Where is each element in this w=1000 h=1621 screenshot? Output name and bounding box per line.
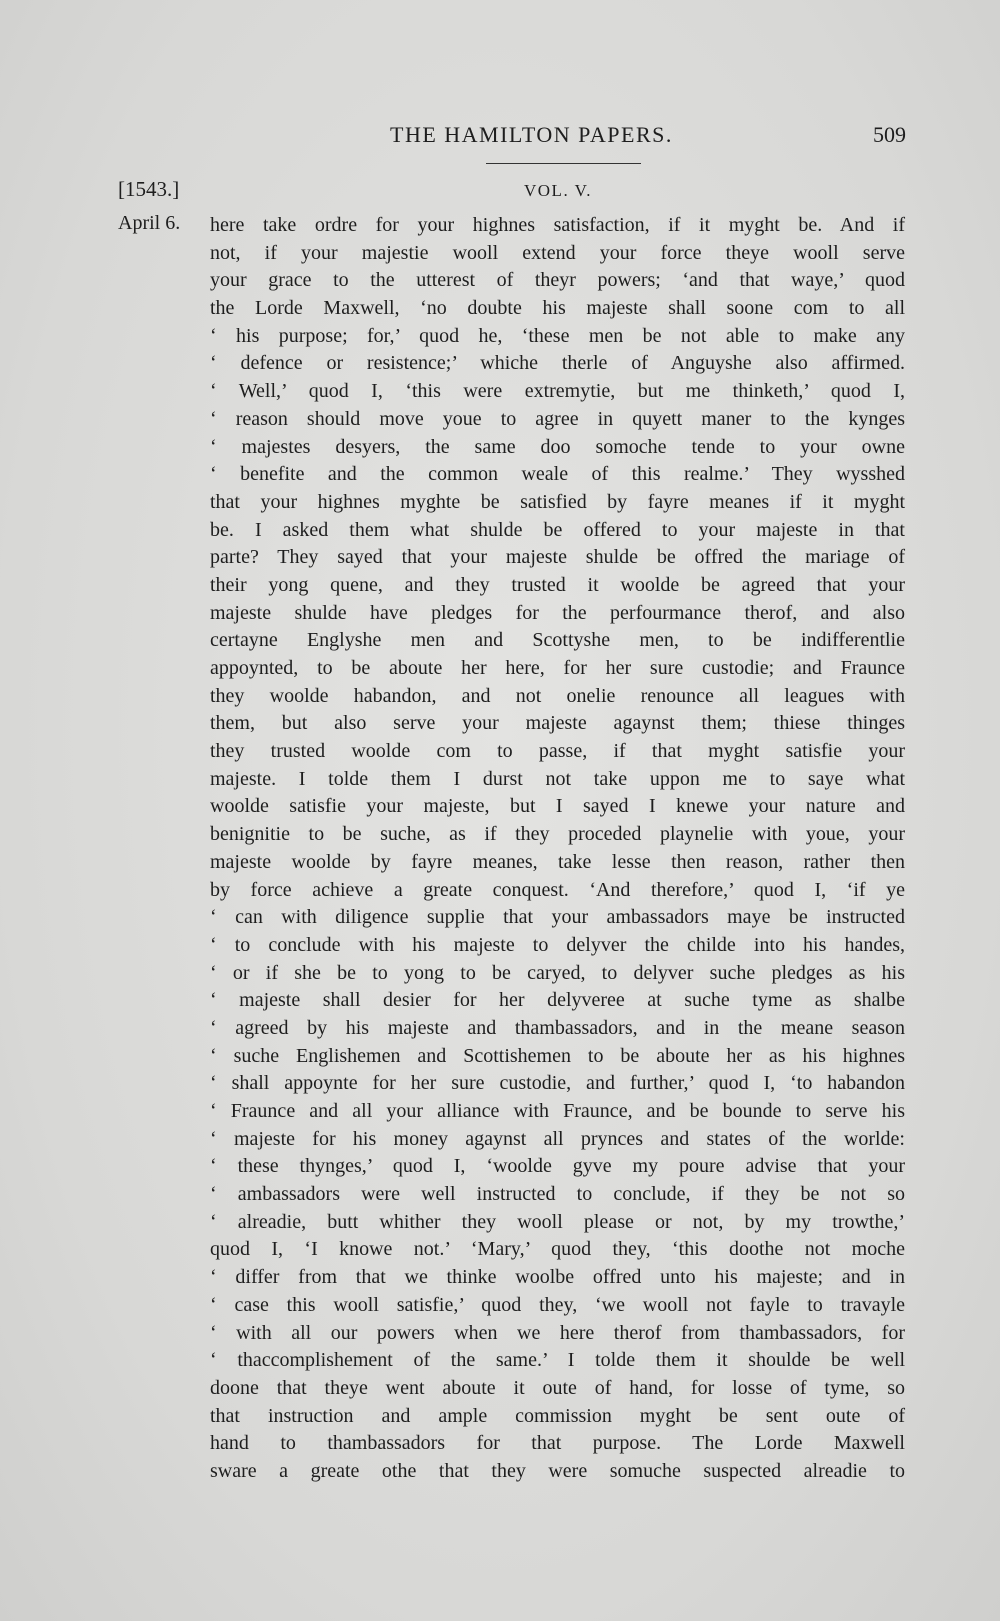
text-line: majeste shulde have pledges for the perfourmance therof, and also <box>210 601 905 624</box>
text-line: their yong quene, and they trusted it wooldе be agreed that your <box>210 573 905 596</box>
text-line: ‘ differ from that we thinke woolbe offred unto his majeste; and in <box>210 1266 905 1289</box>
text-line: ‘ benefite and the common weale of this realme.’ They wysshed <box>210 463 905 486</box>
text-line: ‘ majeste shall desier for her delyveree at suche tyme as shalbe <box>210 989 905 1012</box>
text-line: ‘ agreed by his majeste and thambassadors, and in the meane season <box>210 1016 905 1039</box>
text-line: majeste. I tolde them I durst not take uppon me to saye what <box>210 767 905 790</box>
text-line: ‘ case this wooll satisfie,’ quod they, ‘we wooll not fayle to travayle <box>210 1293 905 1316</box>
text-line: ‘ can with diligence supplie that your ambassadors maye be instructed <box>210 906 905 929</box>
text-line: they trusted woolde com to passe, if that myght satisfie your <box>210 740 905 763</box>
text-line: ‘ reason should move youe to agree in quyett maner to the kynges <box>210 407 905 430</box>
text-line: not, if your majestie wooll extend your force theye wooll serve <box>210 241 905 264</box>
header-rule <box>486 163 641 164</box>
running-title: THE HAMILTON PAPERS. <box>390 122 673 147</box>
text-line: ‘ majeste for his money agaynst all prynces and states of the worlde: <box>210 1127 905 1150</box>
text-line: that your highnes myghte be satisfied by fayre meanes if it myght <box>210 490 905 513</box>
text-line: parte? They sayed that your majeste shulde be offred the mariage of <box>210 546 905 569</box>
text-line: ‘ shall appoynte for her sure custodie, and further,’ quod I, ‘to habandon <box>210 1072 905 1095</box>
text-line: ‘ ambassadors were well instructed to conclude, if they be not so <box>210 1183 905 1206</box>
text-line: ‘ thaccomplishement of the same.’ I tolde them it shoulde be well <box>210 1349 905 1372</box>
text-line: ‘ majestes desyers, the same doo somoche tende to your owne <box>210 435 905 458</box>
text-line: doone that theye went aboute it oute of hand, for losse of tyme, so <box>210 1376 905 1399</box>
text-line: your grace to the utterest of theyr powers; ‘and that waye,’ quod <box>210 269 905 292</box>
text-line: ‘ Fraunce and all your alliance with Fraunce, and be bounde to serve his <box>210 1100 905 1122</box>
year-marker: [1543.] <box>118 177 180 201</box>
text-line: ‘ these thynges,’ quod I, ‘woolde gyve my poure advise that your <box>210 1155 905 1178</box>
text-line: ‘ Well,’ quod I, ‘this were extremytie, but me thinketh,’ quod I, <box>210 380 905 403</box>
body-text <box>210 212 905 1486</box>
text-line: ‘ or if she be to yong to be caryed, to delyver suche pledges as his <box>210 961 905 984</box>
text-line: the Lorde Maxwell, ‘no doubte his majeste shall soone com to all <box>210 297 905 320</box>
text-line: benignitie to be suche, as if they proceded playnelie with youe, your <box>210 823 905 846</box>
text-line: them, but also serve your majeste agaynst them; thiese thinges <box>210 712 905 735</box>
text-line: that instruction and ample commission myght be sent oute of <box>210 1404 905 1427</box>
text-line: they woolde habandon, and not onelie renounce all leagues with <box>210 684 905 707</box>
page-number: 509 <box>873 122 906 147</box>
text-line: quod I, ‘I knowe not.’ ‘Mary,’ quod they, ‘this doothe not moche <box>210 1238 905 1261</box>
text-line: ‘ suche Englishemen and Scottishemen to be aboute her as his highnes <box>210 1044 905 1067</box>
text-line: ‘ to conclude with his majeste to delyver the childe into his handes, <box>210 933 905 956</box>
text-line: sware a greate othe that they were somuche suspected alreadie to <box>210 1459 905 1482</box>
text-line: majeste woolde by fayre meanes, take lesse then reason, rather then <box>210 850 905 873</box>
text-line: ‘ alreadie, butt whither they wooll please or not, by my trowthe,’ <box>210 1210 905 1233</box>
text-line: here take ordre for your highnes satisfaction, if it myght be. And if <box>210 214 905 236</box>
text-line: ‘ defence or resistence;’ whiche therle of Anguyshe also affirmed. <box>210 352 905 375</box>
volume-label: VOL. V. <box>524 181 592 200</box>
text-line: by force achieve a greate conquest. ‘And therefore,’ quod I, ‘if ye <box>210 878 905 901</box>
text-line: woolde satisfie your majeste, but I sayed I knewe your nature and <box>210 795 905 818</box>
text-line: certayne Englyshe men and Scottyshe men, to be indifferentlie <box>210 629 905 652</box>
text-line: ‘ his purpose; for,’ quod he, ‘these men be not able to make any <box>210 324 905 347</box>
text-line: be. I asked them what shulde be offered to your majeste in that <box>210 518 905 541</box>
margin-date: April 6. <box>118 212 181 234</box>
text-line: appoynted, to be aboute her here, for her sure custodie; and Fraunce <box>210 657 905 679</box>
text-line: ‘ with all our powers when we here therof from thambassadors, for <box>210 1321 905 1344</box>
text-line: hand to thambassadors for that purpose. The Lorde Maxwell <box>210 1432 905 1455</box>
